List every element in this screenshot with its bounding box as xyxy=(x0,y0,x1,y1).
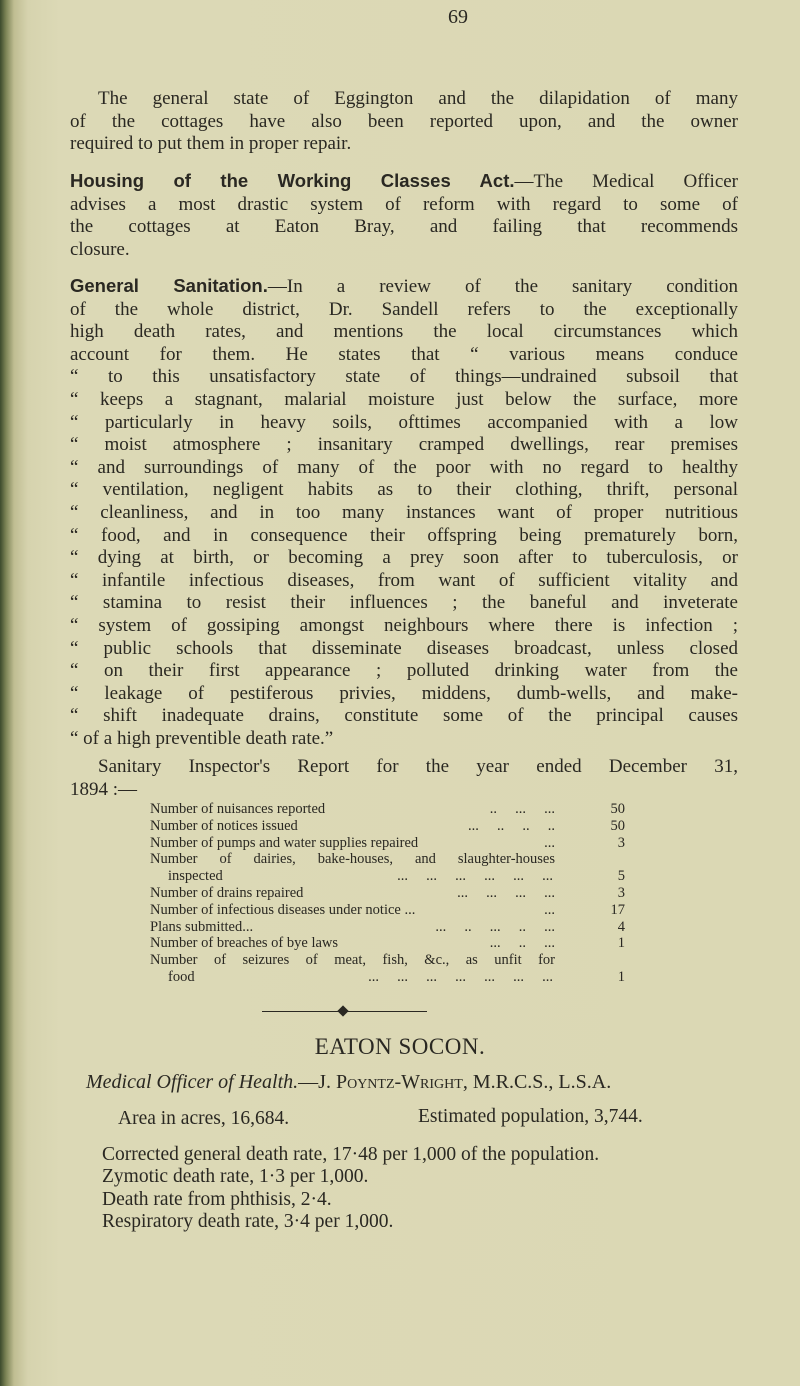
text-line xyxy=(70,170,738,194)
text-line: “ keeps a stagnant, malarial moisture just below the surface, more xyxy=(70,388,738,410)
dot-leader: ... .. .. .. xyxy=(468,817,555,834)
text-line: account for them. He states that “ various means conduce xyxy=(70,343,738,365)
text-line: closure. xyxy=(70,238,130,260)
row-label-text: food xyxy=(168,968,195,985)
paragraph-inspector xyxy=(70,756,738,801)
row-value: 3 xyxy=(617,834,625,851)
dot-leader: ... ... ... ... xyxy=(457,884,555,901)
text-line: “ of a high preventible death rate.” xyxy=(70,727,334,749)
text-line: the cottages at Eaton Bray, and failing that recommends xyxy=(70,216,738,238)
row-value: 50 xyxy=(610,801,625,817)
dot-leader: .. ... ... xyxy=(489,801,555,817)
text-line: “ to this unsatisfactory state of things—undrained subsoil that xyxy=(70,366,738,388)
row-label: Number of drains repaired xyxy=(150,884,304,901)
row-label: Number of infectious diseases under notice ... xyxy=(150,901,416,918)
rate-line: Corrected general death rate, 17·48 per 1,000 of the population. xyxy=(102,1144,600,1165)
text-line: high death rates, and mentions the local circumstances which xyxy=(70,321,738,343)
text-span: —The Medical Officer xyxy=(514,171,739,192)
text-line: Sanitary Inspector's Report for the year ended December 31, xyxy=(98,756,738,777)
text-line: The general state of Eggington and the dilapidation of many xyxy=(98,88,738,109)
dot-leader: ... .. ... xyxy=(489,935,555,952)
row-label: Number of seizures of meat, fish, &c., as unfit for xyxy=(150,952,555,969)
rate-line: Zymotic death rate, 1·3 per 1,000. xyxy=(102,1166,369,1188)
text-line: “ and surroundings of many of the poor with no regard to healthy xyxy=(70,456,738,478)
dot-leader: ... xyxy=(544,901,555,918)
text-span: —In a review of the sanitary condition xyxy=(267,276,738,297)
text-line: “ cleanliness, and in too many instances want of proper nutritious xyxy=(70,501,738,523)
divider-diamond-ornament xyxy=(337,1005,348,1016)
text-line: “ infantile infectious diseases, from want of sufficient vitality and xyxy=(70,569,738,591)
row-label: Number of breaches of bye laws xyxy=(150,935,339,952)
row-value: 5 xyxy=(617,868,625,885)
row-label: Plans submitted... xyxy=(150,918,254,935)
table-row xyxy=(150,902,630,919)
row-label: Number of nuisances reported xyxy=(150,801,326,817)
text-line: 1894 :— xyxy=(70,778,138,800)
paragraph-housing xyxy=(70,170,738,261)
text-line: “ stamina to resist their influences ; the baneful and inveterate xyxy=(70,592,738,614)
report-table xyxy=(150,801,630,986)
table-row xyxy=(150,818,630,835)
table-row xyxy=(150,919,630,936)
text-line: of the whole district, Dr. Sandell refers to the exceptionally xyxy=(70,298,738,320)
text-line: “ moist atmosphere ; insanitary cramped dwellings, rear premises xyxy=(70,434,738,456)
row-value: 4 xyxy=(617,918,625,935)
dot-leader: ... .. ... .. ... xyxy=(435,918,555,935)
text-line: “ system of gossiping amongst neighbours where there is infection ; xyxy=(70,614,738,636)
table-row-continuation xyxy=(150,969,630,986)
mo-label: Medical Officer of Health. xyxy=(86,1071,299,1093)
row-value: 17 xyxy=(610,901,625,918)
row-label: Number of pumps and water supplies repaired xyxy=(150,834,419,851)
row-label-text: inspected xyxy=(168,868,223,885)
section-heading: Housing of the Working Classes Act. xyxy=(70,170,515,191)
row-label: Number of notices issued xyxy=(150,817,298,834)
row-label-cell xyxy=(150,919,555,936)
text-line: “ leakage of pestiferous privies, middens, dumb-wells, and make- xyxy=(70,682,738,704)
table-row xyxy=(150,851,630,868)
table-row xyxy=(150,835,630,852)
row-label-cell xyxy=(150,801,555,818)
page-number: 69 xyxy=(448,6,468,28)
text-line: “ dying at birth, or becoming a prey soon after to tuberculosis, or xyxy=(70,547,738,569)
text-line: “ shift inadequate drains, constitute some of the principal causes xyxy=(70,705,738,727)
dot-leader: ... xyxy=(544,834,555,851)
table-row xyxy=(150,801,630,818)
text-line: “ food, and in consequence their offspring being prematurely born, xyxy=(70,524,738,546)
row-value: 3 xyxy=(617,884,625,901)
row-label-cell xyxy=(150,935,555,952)
table-row xyxy=(150,935,630,952)
row-label-cell xyxy=(150,902,555,919)
section-heading: General Sanitation. xyxy=(70,275,268,296)
dot-leader: ... ... ... ... ... ... xyxy=(397,868,553,885)
text-line: advises a most drastic system of reform with regard to some of xyxy=(70,193,738,215)
row-value: 1 xyxy=(617,935,625,952)
area: Area in acres, 16,684. xyxy=(118,1108,290,1129)
table-row xyxy=(150,885,630,902)
row-label-cell xyxy=(150,835,555,852)
district-title: EATON SOCON. xyxy=(314,1034,486,1059)
text-line: “ public schools that disseminate diseases broadcast, unless closed xyxy=(70,637,738,659)
rate-line: Death rate from phthisis, 2·4. xyxy=(102,1188,332,1210)
row-label: Number of dairies, bake-houses, and slaughter-houses xyxy=(150,851,555,868)
text-line xyxy=(70,275,738,299)
text-line: of the cottages have also been reported upon, and the owner xyxy=(70,110,738,132)
medical-officer-line xyxy=(86,1071,611,1094)
text-line: “ particularly in heavy soils, ofttimes accompanied with a low xyxy=(70,411,738,433)
dot-leader: ... ... ... ... ... ... ... xyxy=(368,968,553,985)
row-label-continuation xyxy=(150,969,555,986)
text-line: “ ventilation, negligent habits as to their clothing, thrift, personal xyxy=(70,479,738,501)
paragraph-sanitation xyxy=(70,275,738,750)
rates-list xyxy=(102,1144,599,1234)
row-value: 1 xyxy=(617,968,625,985)
row-label-continuation xyxy=(150,868,555,885)
table-row xyxy=(150,952,630,969)
population: Estimated population, 3,744. xyxy=(418,1106,643,1127)
text-line: “ on their first appearance ; polluted drinking water from the xyxy=(70,660,738,682)
row-label-cell xyxy=(150,818,555,835)
paragraph-eggington xyxy=(70,88,738,156)
table-row-continuation xyxy=(150,868,630,885)
rate-line: Respiratory death rate, 3·4 per 1,000. xyxy=(102,1211,394,1233)
text-line: required to put them in proper repair. xyxy=(70,133,352,155)
row-label-cell xyxy=(150,885,555,902)
row-value: 50 xyxy=(610,817,625,834)
mo-name: —J. Poyntz-Wright, M.R.C.S., L.S.A. xyxy=(298,1071,612,1093)
